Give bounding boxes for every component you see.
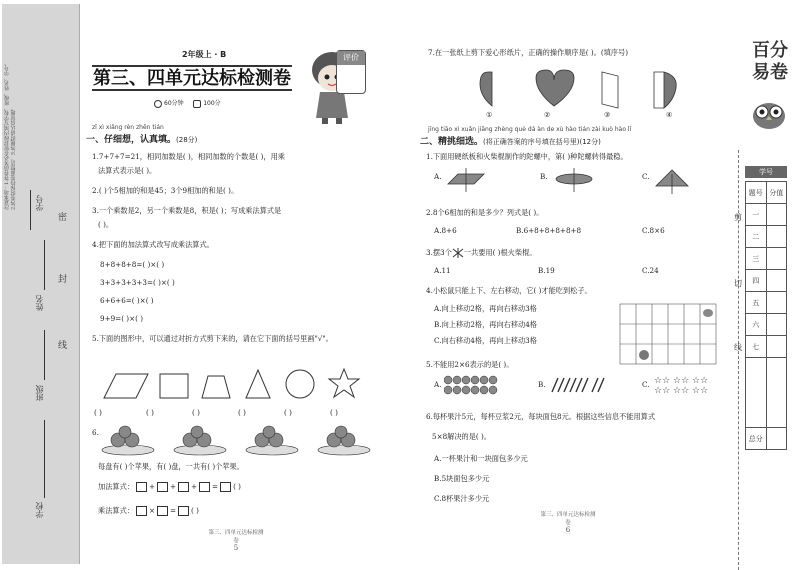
- q4-opt-c: C.向右移动4格，再向上移动3格: [434, 336, 537, 345]
- sec1-title-text: 一、仔细想，认真填。: [86, 135, 177, 145]
- p6-question-5: 5.不能用2×6表示的是( )。: [426, 360, 514, 369]
- p6-question-7: 7.在一张纸上剪下爱心形纸片，正确的操作顺序是( )。(填序号): [428, 48, 629, 57]
- owl-mascot-image: [750, 96, 788, 130]
- sec1-title: [86, 132, 197, 145]
- field-name-label: 姓名: [35, 295, 44, 311]
- question-1b: 法算式表示是( )。: [98, 166, 157, 175]
- q4-opt-b: B.向上移动2格，再向右移动4格: [434, 320, 537, 329]
- apple-plates-image: [98, 424, 378, 458]
- answer-box[interactable]: [157, 482, 168, 492]
- sec2-pinyin: jīng tiāo xì xuǎn jiāng zhèng què dá àn de xù hào tián zài kuò hào lǐ: [428, 126, 632, 133]
- row-label: 三: [746, 248, 767, 270]
- q3-opt-c: C.24: [642, 266, 659, 275]
- row-label: 六: [746, 314, 767, 336]
- p6-question-1: 1.下面用硬纸板和火柴棍制作的陀螺中，第( )种陀螺转得最稳。: [426, 152, 628, 161]
- evaluation-label: 评价: [337, 51, 365, 65]
- equals-sign: =: [169, 506, 177, 515]
- time-info: [154, 98, 221, 108]
- sec1-points: (28分): [176, 136, 198, 144]
- page-5-footer: [206, 528, 266, 552]
- q1-opt-c: C.: [642, 172, 650, 181]
- answer-box[interactable]: [199, 482, 210, 492]
- sec2-title-text: 二、精挑细选。: [420, 137, 484, 147]
- p6-question-4: 4.小松鼠只能上下、左右移动，它( )才能吃到松子。: [426, 286, 592, 295]
- answer-box[interactable]: [178, 506, 189, 516]
- q1-opt-a: A.: [434, 172, 442, 181]
- name-line: [44, 240, 45, 290]
- svg-text:☆☆ ☆☆ ☆☆: ☆☆ ☆☆ ☆☆: [654, 376, 709, 386]
- row-label: 五: [746, 292, 767, 314]
- q7-num-1: ①: [486, 110, 493, 119]
- row-label: 一: [746, 204, 767, 226]
- binding-strip: [0, 0, 86, 570]
- q6-opt-c: C.8杯果汁多少元: [434, 494, 490, 503]
- q3-text-a: 3.摆3个: [426, 248, 452, 257]
- answer-box[interactable]: [136, 506, 147, 516]
- question-3b: ( )。: [98, 220, 114, 229]
- q5-options-image: [444, 374, 714, 396]
- q5-blank-a: ( ): [94, 408, 102, 417]
- q5-opt-c: C.: [642, 380, 650, 389]
- q6-opt-a: A.一杯果汁和一块面包多少元: [434, 454, 528, 463]
- table-head-question: 题号: [746, 182, 767, 204]
- score-cell[interactable]: [766, 226, 787, 248]
- plus-sign: +: [148, 482, 155, 491]
- field-school-label: 学校: [35, 502, 44, 518]
- score-cell[interactable]: [766, 270, 787, 292]
- student-number-header: 学号: [745, 166, 787, 178]
- answer-box[interactable]: [136, 482, 147, 492]
- question-4a: 8+8+8+8=( )×( ): [100, 260, 165, 269]
- total-cell[interactable]: [766, 428, 787, 450]
- cut-char-2: 切: [734, 279, 742, 288]
- plus-sign: +: [169, 482, 177, 491]
- spinning-tops-image: [444, 166, 704, 196]
- svg-text:百分: 百分: [752, 40, 788, 61]
- q3-opt-a: A.11: [434, 266, 451, 275]
- school-line: [44, 420, 45, 498]
- field-number-label: 学号: [35, 195, 44, 211]
- q5-blank-d: ( ): [238, 408, 246, 417]
- matchstick-shape-icon: [452, 248, 464, 258]
- footer-text: 第三、四单元达标检测卷: [208, 530, 264, 544]
- q7-num-3: ③: [604, 110, 611, 119]
- question-4: 4.把下面的加法算式改写成乘法算式。: [92, 240, 214, 249]
- question-2: 2.( )个5相加的和是45；3个9相加的和是( )。: [92, 186, 239, 195]
- score-cell[interactable]: [766, 314, 787, 336]
- cut-char-1: 剪: [734, 213, 742, 222]
- page-number: 5: [233, 544, 239, 552]
- score-value: 100分: [203, 100, 221, 107]
- page-6: [420, 18, 740, 558]
- evaluation-box: [336, 50, 366, 94]
- q6-opt-b: B.5块面包多少元: [434, 474, 490, 483]
- unit-blank: ( ): [233, 482, 241, 491]
- page-6-footer: [538, 510, 598, 534]
- field-class-label: 班级: [35, 385, 44, 401]
- q5-opt-b: B.: [538, 380, 546, 389]
- q3-text-b: 一共要用( )根火柴棍。: [463, 248, 537, 257]
- q5-blank-b: ( ): [146, 408, 154, 417]
- question-6c: [98, 506, 199, 516]
- score-table: [745, 181, 787, 450]
- row-label: 七: [746, 336, 767, 358]
- question-4c: 6+6+6=( )×( ): [100, 296, 154, 305]
- add-label: 加法算式：: [98, 482, 134, 491]
- seal-char-3: 线: [58, 341, 68, 351]
- score-cell[interactable]: [766, 248, 787, 270]
- unit-blank: ( ): [191, 506, 199, 515]
- score-cell[interactable]: [766, 204, 787, 226]
- brand-logo: [744, 36, 796, 82]
- question-3: 3.一个乘数是2，另一个乘数是8，积是( )；写成乘法算式是: [92, 206, 282, 215]
- answer-box[interactable]: [157, 506, 168, 516]
- svg-text:易卷: 易卷: [752, 62, 788, 82]
- score-cell[interactable]: [766, 358, 787, 428]
- multiply-label: 乘法算式：: [98, 506, 134, 515]
- p6-question-2: 2.8个6相加的和是多少？列式是( )。: [426, 208, 544, 217]
- question-6a: 每盘有( )个苹果，有( )盘，一共有( )个苹果。: [98, 462, 244, 471]
- question-6: 6.: [92, 428, 99, 437]
- q7-num-4: ④: [666, 110, 673, 119]
- seal-char-1: 密: [58, 213, 68, 223]
- equals-sign: =: [212, 482, 219, 491]
- sec1-pinyin: zǐ xì xiǎng rèn zhēn tián: [92, 124, 164, 131]
- empty-cell: [746, 358, 767, 428]
- q4-opt-a: A.向上移动2格，再向右移动3格: [434, 304, 537, 313]
- question-4b: 3+3+3+3+3=( )×( ): [100, 278, 175, 287]
- answer-box[interactable]: [220, 482, 231, 492]
- heart-folding-image: [478, 68, 698, 122]
- total-label: 总分: [746, 428, 767, 450]
- page-5: [86, 18, 396, 558]
- table-head-score: 分值: [766, 182, 787, 204]
- q3-opt-b: B.19: [538, 266, 555, 275]
- footer-text: 第三、四单元达标检测卷: [540, 512, 596, 526]
- p6-question-6: 6.每杯果汁5元，每杯豆浆2元，每块面包8元。根据这些信息不能用算式: [426, 412, 656, 421]
- class-line: [44, 330, 45, 380]
- q1-opt-b: B.: [540, 172, 548, 181]
- question-4d: 9+9=( )×( ): [100, 314, 143, 323]
- svg-text:☆☆ ☆☆ ☆☆: ☆☆ ☆☆ ☆☆: [654, 386, 709, 396]
- score-icon: [193, 100, 201, 108]
- answer-box[interactable]: [178, 482, 189, 492]
- row-label: 四: [746, 270, 767, 292]
- question-5: 5.下面的图形中，可以通过对折方式剪下来的，请在它下面的括号里画"√"。: [92, 334, 333, 343]
- question-1: 1.7+7+7=21，相同加数是( )，相同加数的个数是( )，用乘: [92, 152, 285, 161]
- squirrel-grid-image: [618, 300, 718, 380]
- grade-label: 2年级上 · B: [182, 50, 227, 59]
- score-cell[interactable]: [766, 292, 787, 314]
- sec2-points: (12分): [579, 138, 601, 146]
- folding-shapes-image: [96, 366, 376, 406]
- sec2-title: [420, 134, 601, 147]
- page-number: 6: [565, 526, 571, 534]
- p6-question-3: [426, 248, 536, 258]
- sec2-desc: (将正确答案的序号填在括号里): [483, 138, 580, 146]
- page-title: 第三、四单元达标检测卷: [92, 65, 292, 91]
- q5-blank-c: ( ): [192, 408, 200, 417]
- cut-char-3: 线: [734, 343, 742, 352]
- q2-opt-c: C.8×6: [642, 226, 665, 235]
- question-6b: [98, 482, 241, 492]
- times-sign: ×: [148, 506, 155, 515]
- p6-question-6b: 5×8解决的是( )。: [432, 432, 491, 441]
- q5-opt-a: A.: [434, 380, 442, 389]
- row-label: 二: [746, 226, 767, 248]
- q7-num-2: ②: [544, 110, 551, 119]
- binding-notes: 注意事项：1.答卷前务必在密封线内填写学校、班级、姓名、学号。2.答卷时保持卷面整洁。3.答题时请认真审题。: [4, 60, 17, 210]
- plus-sign: +: [191, 482, 198, 491]
- seal-char-2: 封: [58, 275, 68, 285]
- clock-icon: [154, 100, 162, 108]
- number-line: [30, 190, 31, 230]
- q2-opt-a: A.8+6: [434, 226, 457, 235]
- q5-blank-e: ( ): [284, 408, 292, 417]
- score-cell[interactable]: [766, 336, 787, 358]
- q2-opt-b: B.6+8+8+8+8+8: [516, 226, 582, 235]
- q5-blank-f: ( ): [330, 408, 338, 417]
- time-value: 60分钟: [164, 100, 184, 107]
